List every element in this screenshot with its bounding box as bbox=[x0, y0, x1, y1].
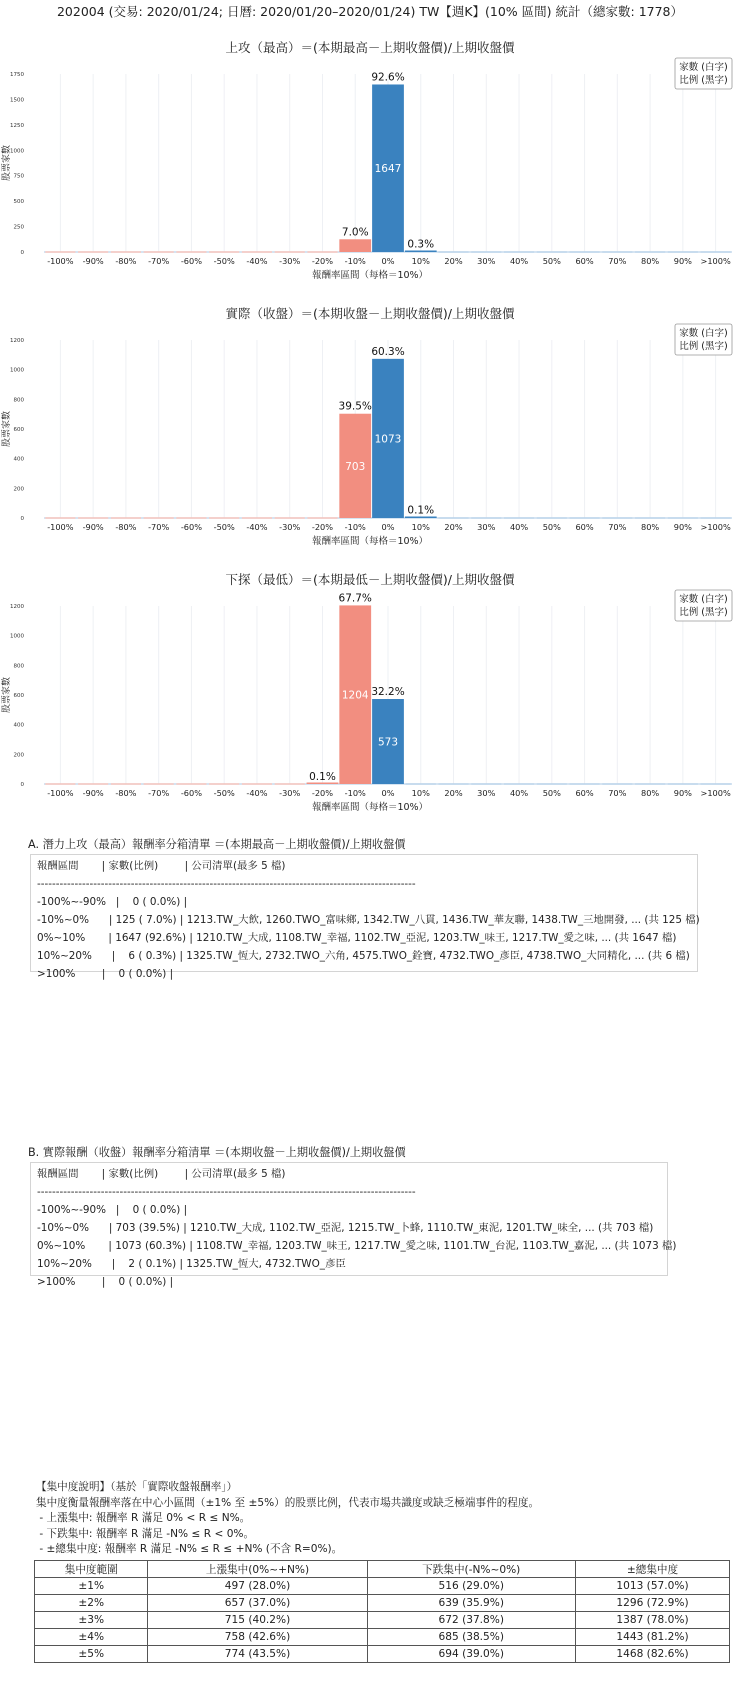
list-item: >100% | 0 ( 0.0%) | bbox=[37, 1276, 174, 1288]
chart-title: 實際（收盤）＝(本期收盤－上期收盤價)/上期收盤價 bbox=[225, 306, 515, 321]
x-tick-label: -20% bbox=[311, 256, 334, 266]
x-tick-label: 50% bbox=[542, 522, 561, 532]
bar-percent-label: 32.2% bbox=[371, 686, 405, 699]
y-tick-label: 0 bbox=[20, 250, 24, 256]
x-axis-label: 報酬率區間（每格＝10%） bbox=[311, 270, 429, 281]
x-tick-label: 10% bbox=[411, 522, 430, 532]
table-cell: 497 (28.0%) bbox=[148, 1578, 367, 1595]
x-tick-label: 0% bbox=[381, 522, 395, 532]
legend-item: 比例 (黑字) bbox=[679, 75, 728, 86]
list-item: 10%~20% | 6 ( 0.3%) | 1325.TW_恆大, 2732.TWO_六角, 4575.TWO_銓寶, 4732.TWO_彥臣, 4738.TWO_大同精化, ... (共 6 檔) bbox=[37, 950, 690, 962]
concentration-note bbox=[36, 1480, 539, 1558]
section-b-title: B. 實際報酬（收盤）報酬率分箱清單 ＝(本期收盤－上期收盤價)/上期收盤價 bbox=[28, 1146, 406, 1159]
bar-percent-label: 0.1% bbox=[309, 770, 336, 783]
x-tick-label: -20% bbox=[311, 788, 334, 798]
legend-item: 家數 (白字) bbox=[679, 328, 728, 339]
chart-title: 下探（最低）＝(本期最低－上期收盤價)/上期收盤價 bbox=[225, 572, 515, 587]
x-tick-label: 90% bbox=[673, 788, 692, 798]
bar bbox=[405, 517, 437, 519]
x-tick-label: -70% bbox=[148, 522, 170, 532]
note-line: 【集中度說明】（基於「實際收盤報酬率」） bbox=[36, 1481, 238, 1493]
table-row bbox=[35, 1595, 730, 1612]
x-tick-label: >100% bbox=[700, 788, 731, 798]
x-tick-label: 20% bbox=[444, 522, 463, 532]
y-tick-label: 750 bbox=[13, 173, 24, 180]
table-cell: 774 (43.5%) bbox=[148, 1646, 367, 1663]
list-item: -10%~0% | 125 ( 7.0%) | 1213.TW_大飲, 1260.TWO_富味鄉, 1342.TW_八貫, 1436.TW_華友聯, 1438.TW_三地開發, ... (共 125 檔) bbox=[37, 914, 700, 926]
table-cell: ±5% bbox=[35, 1646, 148, 1663]
x-tick-label: -80% bbox=[115, 788, 137, 798]
y-tick-label: 1000 bbox=[10, 367, 24, 374]
bar-percent-label: 60.3% bbox=[371, 345, 405, 358]
x-tick-label: -50% bbox=[213, 522, 235, 532]
y-tick-label: 0 bbox=[20, 782, 24, 788]
page-title: 202004 (交易: 2020/01/24; 日曆: 2020/01/20–2020/01/24) TW【週K】(10% 區間) 統計（總家數: 1778） bbox=[56, 4, 684, 19]
x-tick-label: 60% bbox=[575, 788, 594, 798]
table-cell: 758 (42.6%) bbox=[148, 1629, 367, 1646]
table-cell: 694 (39.0%) bbox=[367, 1646, 575, 1663]
table-row bbox=[35, 1578, 730, 1595]
y-axis-label: 股票家數 bbox=[2, 144, 12, 182]
x-tick-label: -10% bbox=[344, 522, 366, 532]
table-row bbox=[35, 1646, 730, 1663]
table-cell: 1443 (81.2%) bbox=[575, 1629, 729, 1646]
x-tick-label: -50% bbox=[213, 256, 235, 266]
list-item: 0%~10% | 1073 (60.3%) | 1108.TW_幸福, 1203.TW_味王, 1217.TW_愛之味, 1101.TW_台泥, 1103.TW_嘉泥, ... (共 1073 檔) bbox=[37, 1240, 677, 1252]
table-cell: 639 (35.9%) bbox=[367, 1595, 575, 1612]
x-tick-label: -10% bbox=[344, 788, 366, 798]
y-tick-label: 1200 bbox=[10, 338, 24, 344]
bar-count-label: 703 bbox=[345, 460, 366, 473]
x-tick-label: -100% bbox=[47, 788, 74, 798]
legend-item: 家數 (白字) bbox=[679, 62, 728, 73]
bar-percent-label: 0.1% bbox=[407, 504, 435, 517]
note-line: - 上漲集中: 報酬率 R 滿足 0% < R ≤ N%。 bbox=[36, 1512, 251, 1524]
list-item: -100%~-90% | 0 ( 0.0%) | bbox=[37, 1204, 188, 1216]
bar bbox=[339, 239, 371, 252]
x-tick-label: 0% bbox=[381, 788, 395, 798]
bar-count-label: 1204 bbox=[341, 689, 369, 702]
x-tick-label: -100% bbox=[47, 256, 74, 266]
x-tick-label: 50% bbox=[542, 256, 561, 266]
list-divider: ----------------------------------------------------------------------------------------------------- bbox=[37, 878, 416, 890]
x-tick-label: 40% bbox=[509, 522, 529, 532]
bar-count-label: 573 bbox=[377, 736, 399, 749]
x-tick-label: -100% bbox=[47, 522, 74, 532]
chart-upper-high bbox=[0, 38, 740, 300]
list-item: -10%~0% | 703 (39.5%) | 1210.TW_大成, 1102.TW_亞泥, 1215.TW_卜蜂, 1110.TW_東泥, 1201.TW_味全, ... (共 703 檔) bbox=[37, 1222, 654, 1234]
list-divider: ----------------------------------------------------------------------------------------------------- bbox=[37, 1186, 416, 1198]
x-tick-label: 60% bbox=[575, 522, 594, 532]
list-item: 10%~20% | 2 ( 0.1%) | 1325.TW_恆大, 4732.TWO_彥臣 bbox=[37, 1258, 346, 1270]
bar-percent-label: 39.5% bbox=[338, 400, 372, 413]
x-tick-label: -80% bbox=[115, 522, 137, 532]
x-tick-label: 80% bbox=[640, 522, 660, 532]
list-item: >100% | 0 ( 0.0%) | bbox=[37, 968, 174, 980]
table-cell: 1387 (78.0%) bbox=[575, 1612, 729, 1629]
y-tick-label: 400 bbox=[13, 722, 24, 729]
x-tick-label: -40% bbox=[246, 522, 268, 532]
y-tick-label: 500 bbox=[13, 199, 24, 206]
chart-lower-low bbox=[0, 570, 740, 832]
x-tick-label: 30% bbox=[477, 522, 496, 532]
bar-percent-label: 0.3% bbox=[407, 238, 435, 251]
x-tick-label: 20% bbox=[444, 788, 463, 798]
bar-count-label: 1647 bbox=[374, 163, 402, 176]
x-tick-label: -30% bbox=[279, 522, 301, 532]
y-tick-label: 200 bbox=[13, 486, 24, 493]
table-header-cell: 下跌集中(-N%~0%) bbox=[367, 1561, 575, 1578]
table-header-row bbox=[35, 1561, 730, 1578]
x-tick-label: 80% bbox=[640, 788, 660, 798]
x-tick-label: -10% bbox=[344, 256, 366, 266]
x-tick-label: -20% bbox=[311, 522, 334, 532]
x-tick-label: -90% bbox=[82, 788, 104, 798]
y-tick-label: 800 bbox=[13, 663, 24, 670]
y-tick-label: 800 bbox=[13, 397, 24, 404]
table-cell: 715 (40.2%) bbox=[148, 1612, 367, 1629]
x-tick-label: -30% bbox=[279, 788, 301, 798]
y-tick-label: 1000 bbox=[10, 148, 24, 155]
x-tick-label: 40% bbox=[509, 256, 529, 266]
y-tick-label: 1000 bbox=[10, 633, 24, 640]
list-item: -100%~-90% | 0 ( 0.0%) | bbox=[37, 896, 188, 908]
x-tick-label: 20% bbox=[444, 256, 463, 266]
y-tick-label: 1750 bbox=[10, 72, 24, 78]
x-tick-label: 40% bbox=[509, 788, 529, 798]
section-b-list bbox=[30, 1162, 677, 1288]
y-tick-label: 600 bbox=[13, 693, 24, 699]
table-cell: 672 (37.8%) bbox=[367, 1612, 575, 1629]
table-header-cell: 集中度範圍 bbox=[35, 1561, 148, 1578]
y-tick-label: 1200 bbox=[10, 604, 24, 610]
table-row bbox=[35, 1629, 730, 1646]
x-tick-label: 0% bbox=[381, 256, 395, 266]
table-cell: ±4% bbox=[35, 1629, 148, 1646]
legend-item: 家數 (白字) bbox=[679, 594, 728, 605]
y-tick-label: 0 bbox=[20, 516, 24, 522]
concentration-table bbox=[34, 1560, 730, 1663]
x-tick-label: -30% bbox=[279, 256, 301, 266]
legend-item: 比例 (黑字) bbox=[679, 341, 728, 352]
table-cell: 657 (37.0%) bbox=[148, 1595, 367, 1612]
x-tick-label: -50% bbox=[213, 788, 235, 798]
x-tick-label: 70% bbox=[608, 788, 627, 798]
bar-count-label: 1073 bbox=[374, 433, 402, 446]
x-tick-label: 70% bbox=[608, 256, 627, 266]
table-cell: ±3% bbox=[35, 1612, 148, 1629]
x-tick-label: -60% bbox=[180, 788, 203, 798]
x-tick-label: 30% bbox=[477, 256, 496, 266]
bar bbox=[405, 251, 437, 253]
y-tick-label: 200 bbox=[13, 752, 24, 759]
table-cell: 1468 (82.6%) bbox=[575, 1646, 729, 1663]
x-tick-label: 30% bbox=[477, 788, 496, 798]
list-item: 0%~10% | 1647 (92.6%) | 1210.TW_大成, 1108.TW_幸福, 1102.TW_亞泥, 1203.TW_味王, 1217.TW_愛之味, ... (共 1647 檔) bbox=[37, 932, 677, 944]
section-a-title: A. 潛力上攻（最高）報酬率分箱清單 ＝(本期最高－上期收盤價)/上期收盤價 bbox=[28, 838, 406, 851]
x-tick-label: 50% bbox=[542, 788, 561, 798]
table-cell: 1296 (72.9%) bbox=[575, 1595, 729, 1612]
x-tick-label: -70% bbox=[148, 256, 170, 266]
list-header: 報酬區間 | 家數(比例) | 公司清單(最多 5 檔) bbox=[37, 860, 286, 872]
x-tick-label: -60% bbox=[180, 256, 203, 266]
x-tick-label: >100% bbox=[700, 256, 731, 266]
x-tick-label: -70% bbox=[148, 788, 170, 798]
table-row bbox=[35, 1612, 730, 1629]
y-axis-label: 股票家數 bbox=[2, 676, 12, 714]
x-axis-label: 報酬率區間（每格＝10%） bbox=[311, 536, 429, 547]
y-tick-label: 250 bbox=[13, 224, 24, 231]
x-tick-label: >100% bbox=[700, 522, 731, 532]
x-tick-label: 80% bbox=[640, 256, 660, 266]
table-cell: 1013 (57.0%) bbox=[575, 1578, 729, 1595]
x-tick-label: 10% bbox=[411, 256, 430, 266]
table-header-cell: 上漲集中(0%~+N%) bbox=[148, 1561, 367, 1578]
y-axis-label: 股票家數 bbox=[2, 410, 12, 448]
chart-actual-close bbox=[0, 304, 740, 566]
x-tick-label: 90% bbox=[673, 522, 692, 532]
bar-percent-label: 92.6% bbox=[371, 71, 405, 84]
table-cell: ±2% bbox=[35, 1595, 148, 1612]
x-tick-label: -80% bbox=[115, 256, 137, 266]
legend-item: 比例 (黑字) bbox=[679, 607, 728, 618]
y-tick-label: 600 bbox=[13, 427, 24, 433]
section-a-list bbox=[30, 854, 700, 980]
table-header-cell: ±總集中度 bbox=[575, 1561, 729, 1578]
note-line: - 下跌集中: 報酬率 R 滿足 -N% ≤ R < 0%。 bbox=[36, 1527, 255, 1540]
x-tick-label: -90% bbox=[82, 522, 104, 532]
list-header: 報酬區間 | 家數(比例) | 公司清單(最多 5 檔) bbox=[37, 1168, 286, 1180]
x-tick-label: -40% bbox=[246, 788, 268, 798]
x-tick-label: 10% bbox=[411, 788, 430, 798]
x-tick-label: 90% bbox=[673, 256, 692, 266]
bar-percent-label: 67.7% bbox=[338, 592, 372, 605]
table-cell: ±1% bbox=[35, 1578, 148, 1595]
y-tick-label: 1250 bbox=[10, 122, 24, 129]
note-line: 集中度衡量報酬率落在中心小區間（±1% 至 ±5%）的股票比例，代表市場共識度或缺乏極端事件的程度。 bbox=[36, 1496, 540, 1509]
x-tick-label: -40% bbox=[246, 256, 268, 266]
x-tick-label: 60% bbox=[575, 256, 594, 266]
note-line: - ±總集中度: 報酬率 R 滿足 -N% ≤ R ≤ +N% (不含 R=0%)。 bbox=[36, 1543, 343, 1555]
x-tick-label: 70% bbox=[608, 522, 627, 532]
y-tick-label: 400 bbox=[13, 456, 24, 463]
table-cell: 685 (38.5%) bbox=[367, 1629, 575, 1646]
x-tick-label: -90% bbox=[82, 256, 104, 266]
bar-percent-label: 7.0% bbox=[341, 226, 369, 239]
x-axis-label: 報酬率區間（每格＝10%） bbox=[311, 802, 429, 813]
x-tick-label: -60% bbox=[180, 522, 203, 532]
chart-title: 上攻（最高）＝(本期最高－上期收盤價)/上期收盤價 bbox=[225, 40, 515, 55]
table-cell: 516 (29.0%) bbox=[367, 1578, 575, 1595]
y-tick-label: 1500 bbox=[10, 97, 24, 104]
